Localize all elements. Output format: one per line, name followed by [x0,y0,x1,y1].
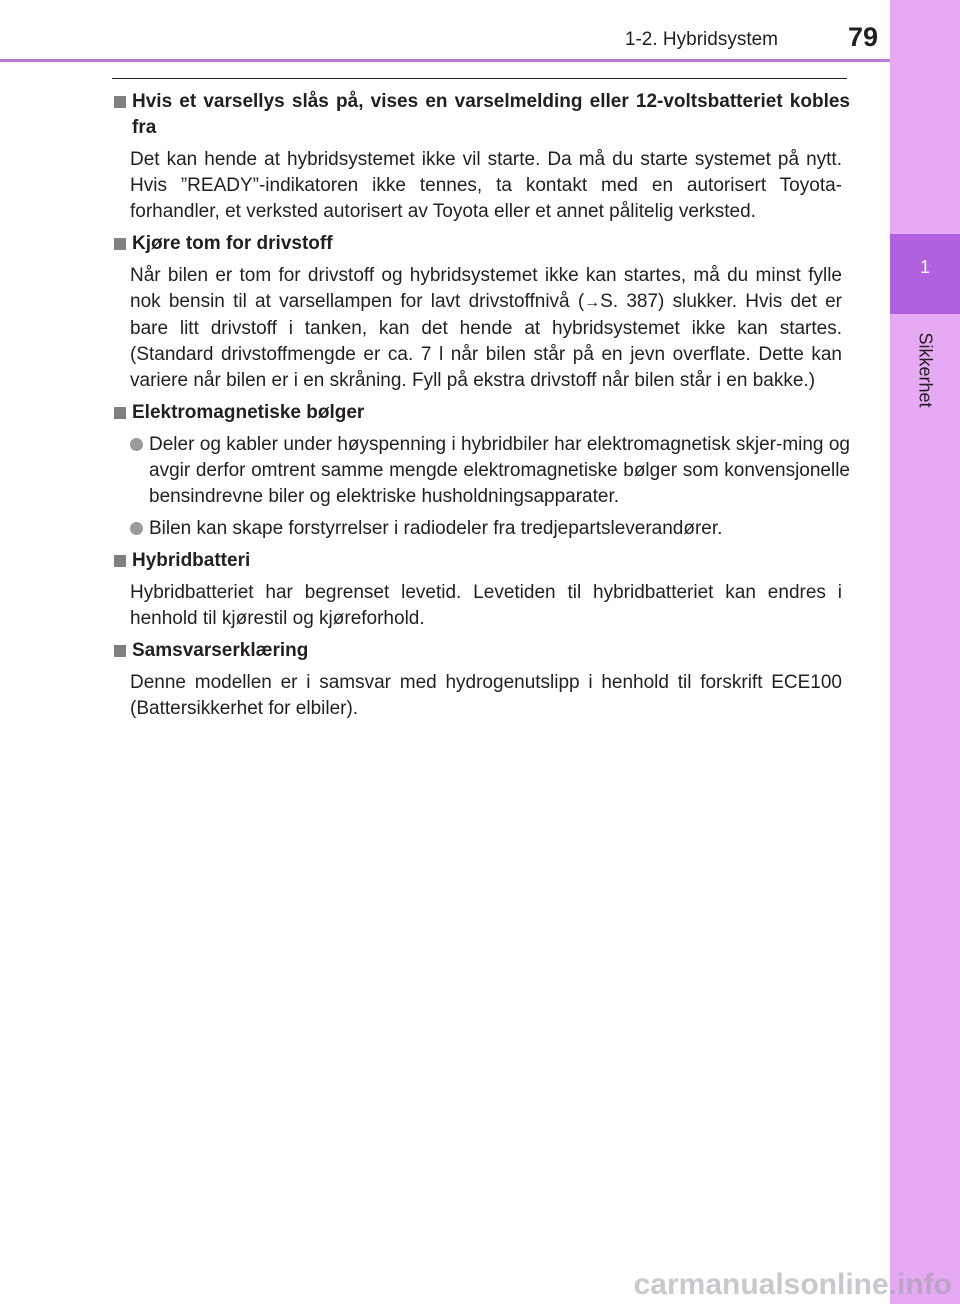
section-heading: Samsvarserklæring [112,638,850,664]
square-bullet-icon [114,555,126,567]
arrow-right-icon: → [584,294,601,311]
content-divider [112,78,847,79]
list-item: Bilen kan skape forstyrrelser i radiodeler fra tredjepartsleverandører. [130,516,850,542]
section-heading: Hybridbatteri [112,548,850,574]
chapter-number: 1 [919,257,930,277]
section-warning-light [112,89,850,225]
page-header [0,0,890,62]
section-hybrid-battery [112,548,850,632]
list-item: Deler og kabler under høyspenning i hybridbiler har elektromagnetisk skjer-ming og avgir derfor omtrent samme mengde elektromagnetiske bølger som konvensjonelle bensindrevne biler og elektriske husholdningsapparater. [130,432,850,510]
round-bullet-icon [130,522,143,535]
watermark: carmanualsonline.info [633,1268,952,1301]
page-reference[interactable]: S. 387) slukker. Hvis det er bare litt drivstoff i tanken, kan det hende at hybridsystemet ikke kan startes. (Standard drivstoffmengde er ca. 7 l når bilen står på en jevn overflate. Dette kan variere når bilen er i en skråning. Fyll på ekstra drivstoff når bilen står i en bakke.) [130,291,842,391]
page-content [112,89,850,728]
section-heading: Hvis et varsellys slås på, vises en varselmelding eller 12-voltsbatteriet kobles fra [112,89,850,141]
section-heading: Kjøre tom for drivstoff [112,231,850,257]
square-bullet-icon [114,96,126,108]
header-divider [0,59,890,62]
section-paragraph: Det kan hende at hybridsystemet ikke vil starte. Da må du starte systemet på nytt. Hvis ”READY”-indikatoren ikke tennes, ta kontakt med en autorisert Toyota-forhandler, et verksted autorisert av Toyota eller et annet pålitelig verksted. [130,149,842,222]
section-declaration-of-conformity [112,638,850,722]
chapter-sidebar [890,0,960,1304]
square-bullet-icon [114,645,126,657]
page-number: 79 [847,22,878,52]
section-paragraph: Hybridbatteriet har begrenset levetid. Levetiden til hybridbatteriet kan endres i henhold til kjørestil og kjøreforhold. [130,582,842,629]
section-out-of-fuel [112,231,850,394]
section-electromagnetic-waves [112,400,850,542]
chapter-title: Sikkerhet [915,332,936,408]
section-paragraph: Når bilen er tom for drivstoff og hybridsystemet ikke kan startes, må du minst fylle nok bensin til at varsellampen for lavt drivstoffnivå (→S. 387) slukker. Hvis det er bare litt drivstoff i tanken, kan det hende at hybridsystemet ikke kan startes. (Standard drivstoffmengde er ca. 7 l når bilen står på en jevn overflate. Dette kan variere når bilen er i en skråning. Fyll på ekstra drivstoff når bilen står i en bakke.) [130,265,842,391]
round-bullet-icon [130,438,143,451]
square-bullet-icon [114,238,126,250]
section-heading: Elektromagnetiske bølger [112,400,850,426]
section-title: 1-2. Hybridsystem [624,29,778,50]
section-paragraph: Denne modellen er i samsvar med hydrogenutslipp i henhold til forskrift ECE100 (Battersikkerhet for elbiler). [130,672,842,719]
square-bullet-icon [114,407,126,419]
